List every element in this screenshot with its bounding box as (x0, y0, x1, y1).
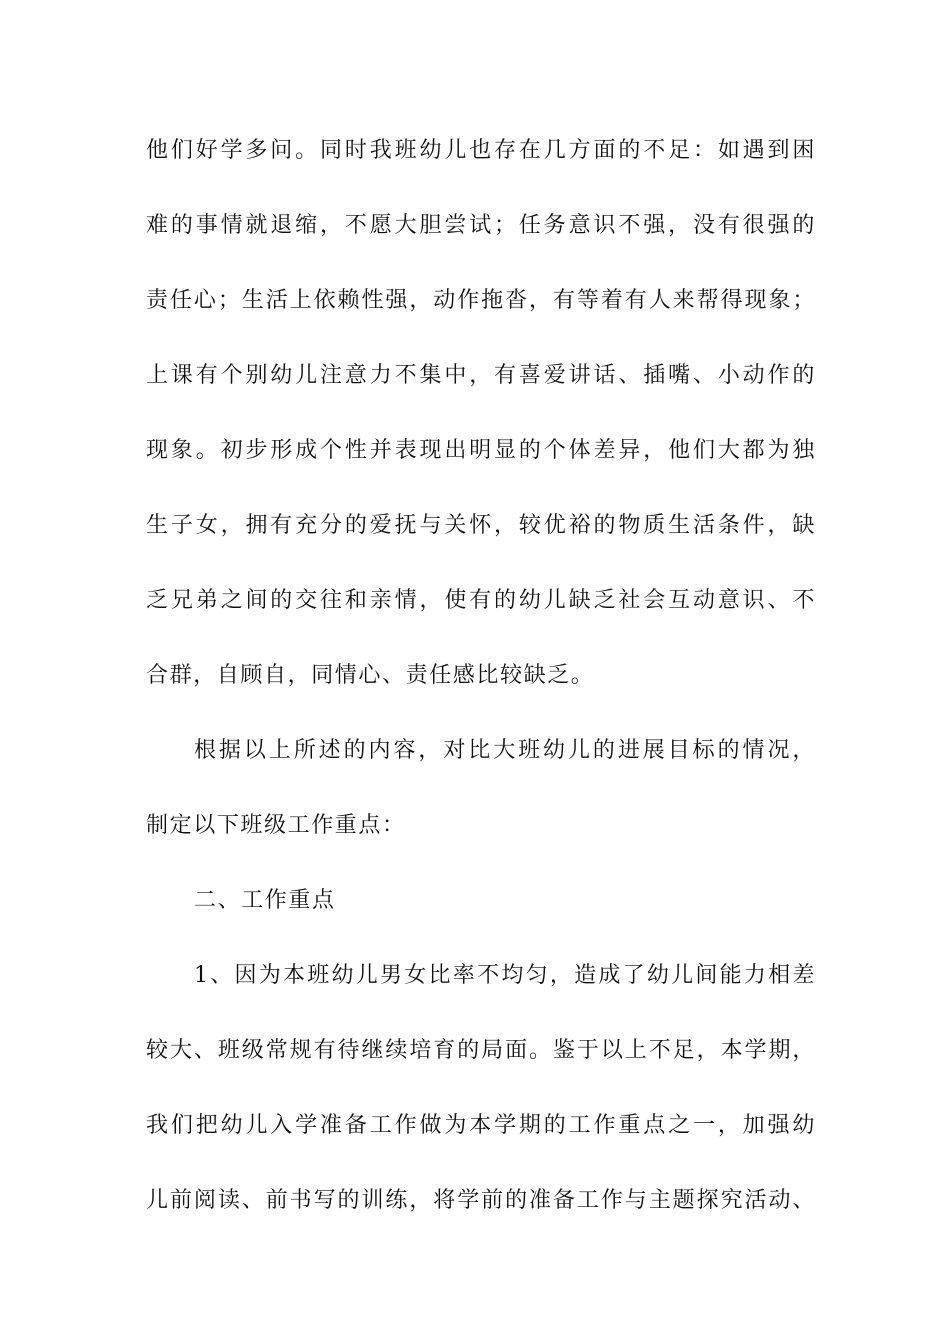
paragraph-3-line-2: 较大、班级常规有待继续培育的局面。鉴于以上不足，本学期， (146, 1038, 816, 1063)
paragraph-1-line-8: 合群，自顾自，同情心、责任感比较缺乏。 (146, 663, 595, 688)
section-heading: 二、工作重点 (194, 888, 336, 913)
paragraph-3-line-4: 儿前阅读、前书写的训练，将学前的准备工作与主题探究活动、 (146, 1188, 816, 1213)
paragraph-1-line-6: 生子女，拥有充分的爱抚与关怀，较优裕的物质生活条件，缺 (146, 513, 816, 538)
paragraph-1-line-7: 乏兄弟之间的交往和亲情，使有的幼儿缺乏社会互动意识、不 (146, 588, 816, 613)
paragraph-3-line-3: 我们把幼儿入学准备工作做为本学期的工作重点之一，加强幼 (146, 1113, 816, 1138)
paragraph-2-line-2: 制定以下班级工作重点： (146, 813, 406, 838)
paragraph-1-line-5: 现象。初步形成个性并表现出明显的个体差异，他们大都为独 (146, 438, 816, 463)
paragraph-2-line-1: 根据以上所述的内容，对比大班幼儿的进展目标的情况， (194, 738, 816, 763)
paragraph-3-line-1: 1、因为本班幼儿男女比率不均匀，造成了幼儿间能力相差 (194, 963, 816, 988)
paragraph-1-line-2: 难的事情就退缩，不愿大胆尝试；任务意识不强，没有很强的 (146, 213, 816, 238)
paragraph-1-line-1: 他们好学多问。同时我班幼儿也存在几方面的不足：如遇到困 (146, 138, 816, 163)
paragraph-1-line-3: 责任心；生活上依赖性强，动作拖沓，有等着有人来帮得现象； (146, 288, 816, 313)
paragraph-1-line-4: 上课有个别幼儿注意力不集中，有喜爱讲话、插嘴、小动作的 (146, 363, 816, 388)
